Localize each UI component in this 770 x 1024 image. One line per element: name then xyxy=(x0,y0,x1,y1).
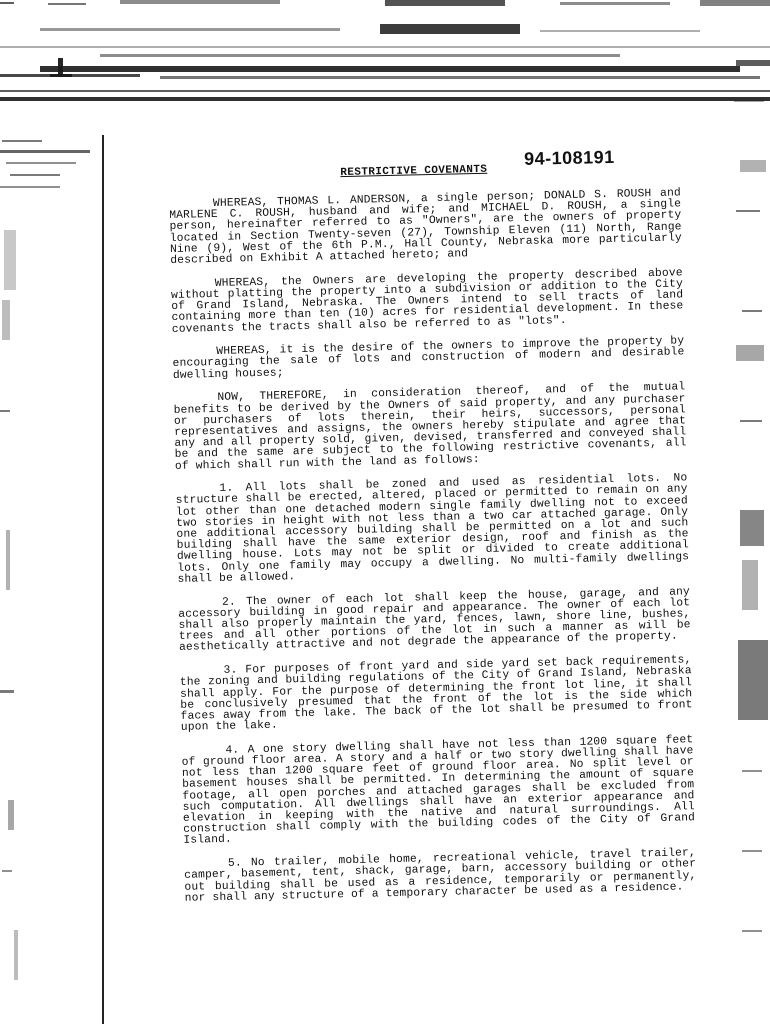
heading-row xyxy=(168,148,680,186)
document-body xyxy=(168,148,697,917)
margin-rule-line xyxy=(102,135,104,1024)
scan-header-noise xyxy=(0,0,770,110)
paragraph-whereas-parties: WHEREAS, THOMAS L. ANDERSON, a single person; DONALD S. ROUSH and MARLENE C. ROUSH, husband and wife; and MICHAEL D. ROUSH, a single person, hereinafter referred to as "Owners", are the owners of property located in Section Twenty-seven (27), Township Eleven (11) North, Range Nine (9), West of the 6th P.M., Hall County, Nebraska more particularly described on Exhibit A attached hereto; and xyxy=(169,187,683,267)
paragraph-now-therefore: NOW, THEREFORE, in consideration thereof, and of the mutual benefits to be derived by the Owners of said property, and any purchaser or purchasers of lots therein, their heirs, successors, personal representatives and assigns, the owners hereby stipulate and agree that any and all property sold, given, devised, transferred and conveyed shall be and the same are subject to the following restrictive covenants, all of which shall run with the land as follows: xyxy=(173,381,687,473)
scan-right-margin-noise xyxy=(730,90,770,1024)
paragraph-covenant-3: 3. For purposes of front yard and side yard set back requirements, the zoning and building regulations of the City of Grand Island, Nebraska shall apply. For the purpose of determining the front lot line, it shall be conclusively presumed that the front of the lot is the side which faces away from the lake. The back of the lot shall be presumed to front upon the lake. xyxy=(179,654,693,734)
paragraph-covenant-2: 2. The owner of each lot shall keep the house, garage, and any accessory building in good repair and appearance. The owner of each lot shall also properly maintain the yard, fences, lawn, shore line, bushes, trees and all other portions of the lot in such a manner as will be aesthetically attractive and not degrade the appearance of the property. xyxy=(178,585,691,655)
paragraph-covenant-5: 5. No trailer, mobile home, recreational vehicle, travel trailer, camper, basement, tent, shack, garage, barn, accessory building or other out building shall be used as a residence, temporarily or permanently, nor shall any structure of a temporary character be used as a residence. xyxy=(184,847,697,905)
paragraph-whereas-desire: WHEREAS, it is the desire of the owners to improve the property by encouraging the sale of lots and construction of modern and desirable dwelling houses; xyxy=(172,335,685,382)
scan-left-margin-noise xyxy=(0,110,110,1024)
paragraph-whereas-development: WHEREAS, the Owners are developing the property described above without platting the property into a subdivision or addition to the City of Grand Island, Nebraska. The Owners intend to sell tracts of land containing more than ten (10) acres for residential development. In these covenants the tracts shall also be referred to as "lots". xyxy=(170,267,684,336)
paragraph-covenant-1: 1. All lots shall be zoned and used as residential lots. No structure shall be erected, altered, placed or permitted to remain on any lot other than one detached modern single family dwelling not to exceed two stories in height with not less than a two car attached garage. Only one additional accessory building shall be permitted on a lot and such building shall have the same exterior design, roof and finish as the dwelling house. Lots may not be split or divided to create additional lots. Only one family may occupy a dwelling. No multi-family dwellings shall be allowed. xyxy=(175,472,690,586)
paragraph-covenant-4: 4. A one story dwelling shall have not less than 1200 square feet of ground floor area. A story and a half or two story dwelling shall have not less than 1200 square feet of ground floor area. No split level or basement houses shall be permitted. In determining the amount of square footage, all open porches and attached garages shall be excluded from such computation. All dwellings shall have an exterior appearance and elevation in keeping with the native and natural surroundings. All construction shall comply with the building codes of the City of Grand Island. xyxy=(181,734,696,848)
document-heading: RESTRICTIVE COVENANTS xyxy=(340,163,488,180)
document-number: 94-108191 xyxy=(523,146,615,169)
